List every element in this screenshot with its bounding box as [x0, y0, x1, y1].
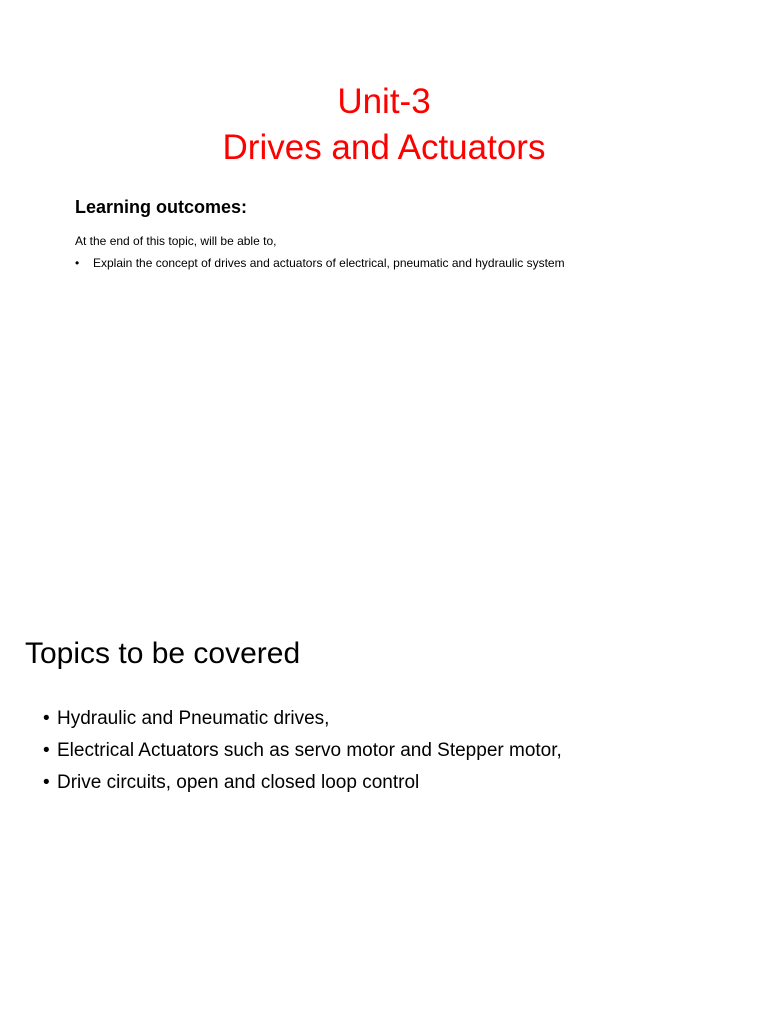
topic-text: Drive circuits, open and closed loop control [57, 772, 420, 793]
topics-title: Topics to be covered [25, 637, 301, 670]
topic-text: Hydraulic and Pneumatic drives, [57, 708, 330, 729]
topic-text: Electrical Actuators such as servo motor and Stepper motor, [57, 740, 562, 761]
unit-topic-title: Drives and Actuators [222, 128, 546, 167]
slide-topics [0, 576, 768, 1024]
topic-item [43, 735, 562, 767]
topic-item [43, 767, 562, 799]
learning-outcomes-heading: Learning outcomes: [75, 197, 248, 217]
learning-outcomes-list [75, 255, 565, 271]
bullet-icon: • [43, 772, 50, 793]
unit-number-title: Unit-3 [337, 82, 431, 121]
topic-item [43, 703, 562, 735]
learning-outcome-text: Explain the concept of drives and actuators of electrical, pneumatic and hydraulic system [93, 256, 565, 270]
learning-outcomes-intro: At the end of this topic, will be able to, [75, 234, 277, 248]
bullet-icon: • [43, 740, 50, 761]
learning-outcome-item [75, 255, 565, 271]
topics-list [43, 703, 562, 799]
bullet-icon: • [75, 256, 80, 270]
bullet-icon: • [43, 708, 50, 729]
